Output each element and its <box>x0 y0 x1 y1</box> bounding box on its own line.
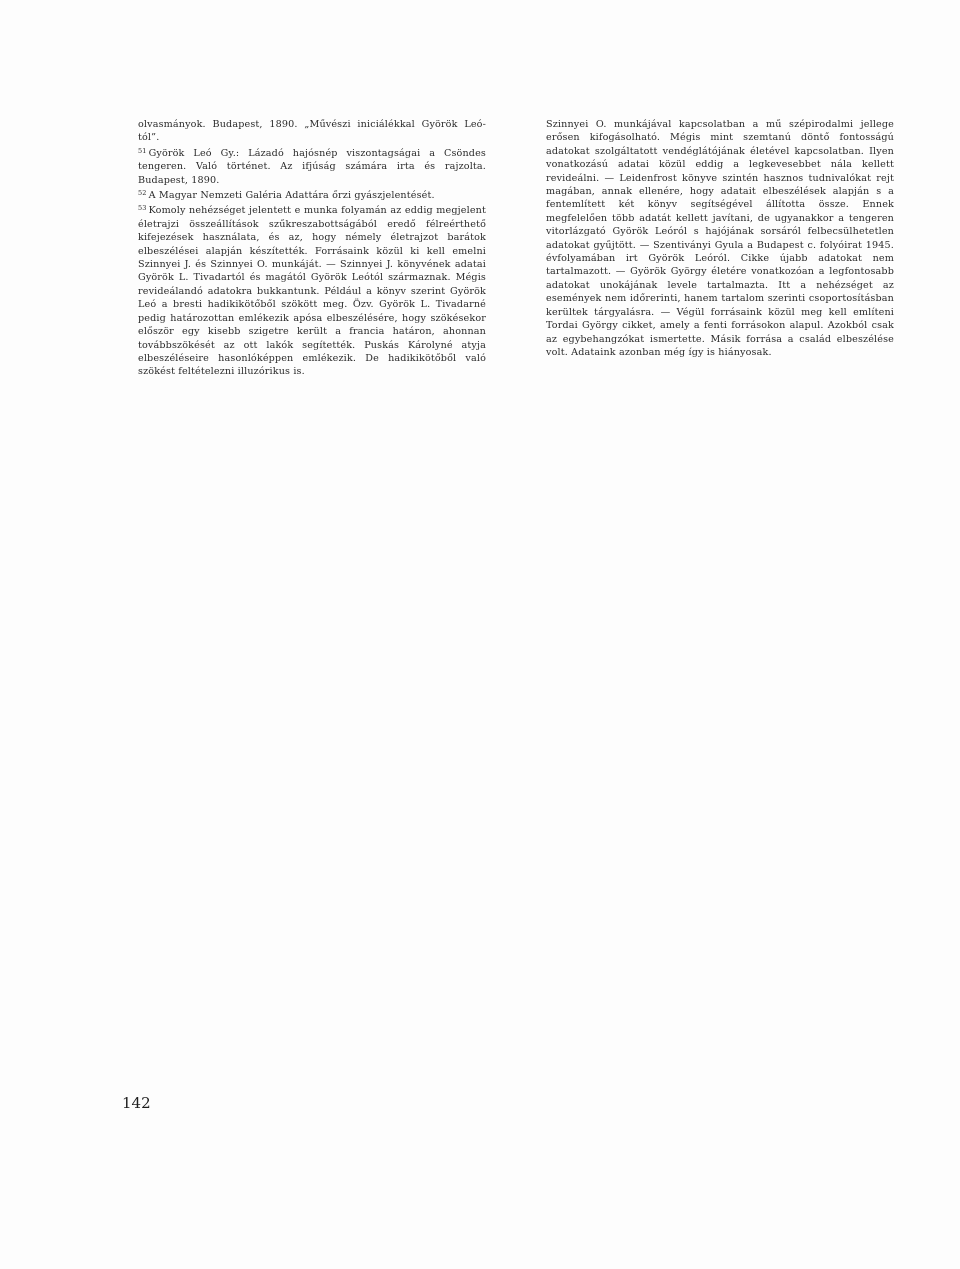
continued-footnote-paragraph: olvasmányok. Budapest, 1890. „Művészi iniciálékkal Györök Leó-tól”. <box>138 119 486 144</box>
footnote-number-53: 53 <box>138 204 147 213</box>
footnote-51 <box>138 145 486 187</box>
footnote-52-text: A Magyar Nemzeti Galéria Adattára őrzi gyászjelentését. <box>148 190 435 202</box>
footnote-number-52: 52 <box>138 189 147 198</box>
right-text-column <box>546 118 894 359</box>
left-text-column <box>138 118 486 379</box>
footnote-53-text: Komoly nehézséget jelentett e munka folyamán az eddig megjelent életrajzi összeállítások szűkreszabottságából eredő félreérthető kifejezések használata, és az, hogy némely életrajzot barátok elbeszélései alapján készítették. Forrásaink közül ki kell emelni Szinnyei J. és Szinnyei O. munkáját. — Szinnyei J. könyvének adatai Györök L. Tivadartól és magától Györök Leótól származnak. Mégis revideálandó adatokra bukkantunk. Például a könyv szerint Györök Leó a bresti hadikikötőből szökött meg. Özv. Györök L. Tivadarné pedig határozottan emlékezik apósa elbeszélésére, hogy szökésekor először egy kisebb szigetre került a francia határon, ahonnan továbbszökését az ott lakók segítették. Puskás Károlyné atyja elbeszéléseire hasonlóképpen emlékezik. De hadikikötőből való szökést feltételezni illuzórikus is. <box>138 205 486 378</box>
footnote-51-text: Györök Leó Gy.: Lázadó hajósnép viszontagságai a Csöndes tengeren. Való történet. Az ifjúság számára irta és rajzolta. Budapest, 1890. <box>138 147 486 186</box>
footnote-number-51: 51 <box>138 146 147 155</box>
footnote-52 <box>138 187 486 202</box>
right-column-paragraph: Szinnyei O. munkájával kapcsolatban a mű szépirodalmi jellege erősen kifogásolható. Mégis mint szemtanú döntő fontosságú adatokat szolgáltatott vendéglátójának életével kapcsolatban. Ilyen vonatkozású adatai közül eddig a legkevesebbet nála kellett revideálni. — Leidenfrost könyve szintén hasznos tudnivalókat rejt magában, annak ellenére, hogy adatait elbeszélések alapján s a fentemlített két könyv segítségével állította össze. Ennek megfelelően több adatát kellett javítani, de ugyanakkor a tengeren vitorlázgató Györök Leóról s hajójának sorsáról felbecsülhetetlen adatokat gyűjtött. — Szentiványi Gyula a Budapest c. folyóirat 1945. évfolyamában irt Györök Leóról. Cikke újabb adatokat nem tartalmazott. — Györök György életére vonatkozóan a legfontosabb adatokat unokájának levele tartalmazta. Itt a nehézséget az események nem időrerinti, hanem tartalom szerinti csoportosításban kerültek tárgyalásra. — Végül forrásaink közül meg kell említeni Tordai György cikket, amely a fenti forrásokon alapul. Azokból csak az egybehangzókat ismertette. Másik forrása a család elbeszélése volt. Adataink azonban még így is hiányosak. <box>546 119 894 358</box>
footnote-53 <box>138 202 486 378</box>
page-number: 142 <box>122 1094 151 1112</box>
